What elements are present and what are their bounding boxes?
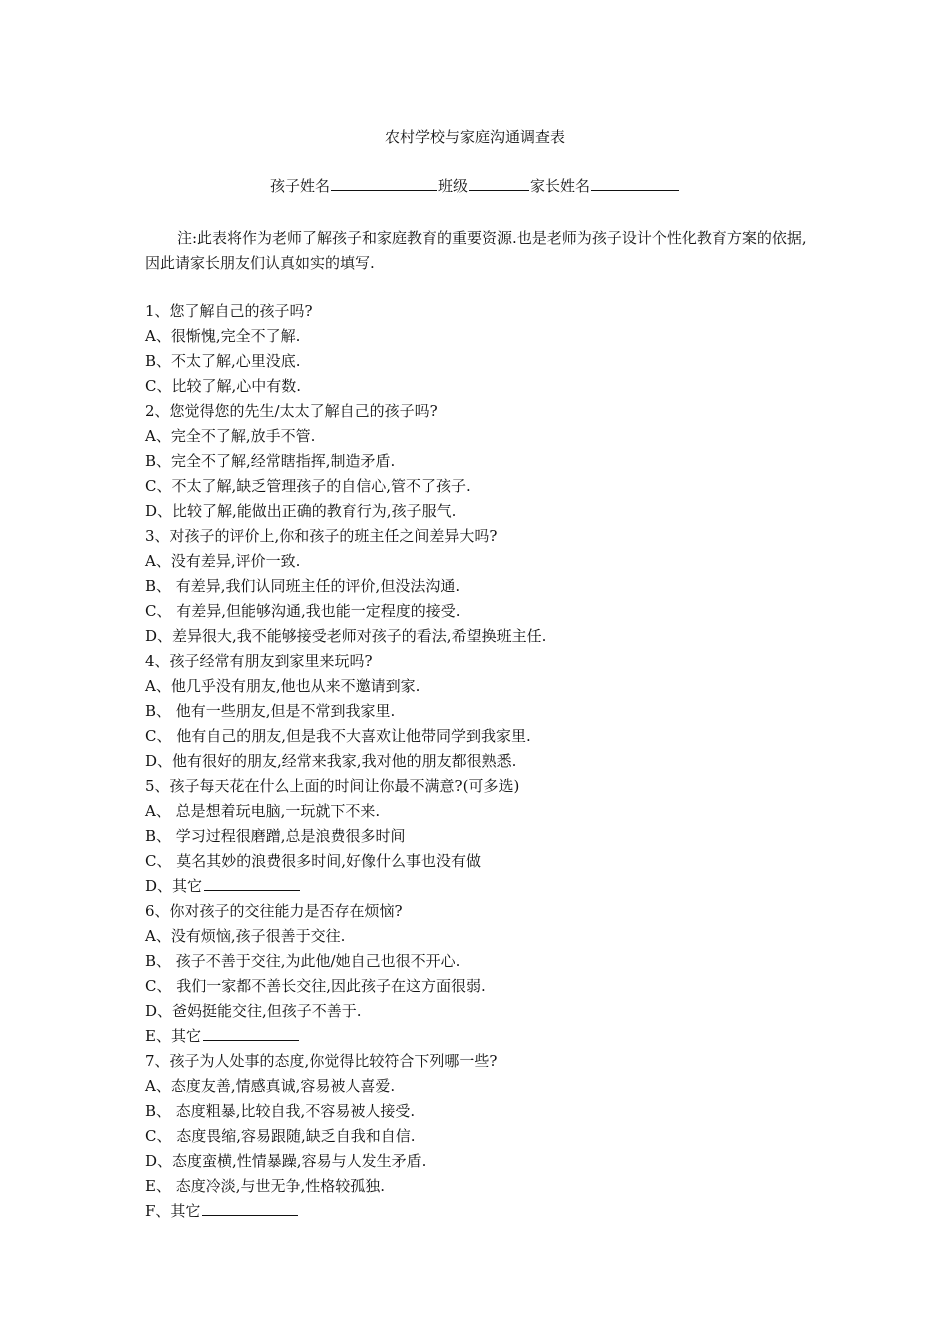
other-option[interactable] [145,874,815,899]
other-option-field[interactable] [203,1025,299,1041]
respondent-info-line [0,175,950,197]
question-text: 1、您了解自己的孩子吗? [145,302,313,320]
answer-option[interactable]: A、 总是想着玩电脑,一玩就下不来. [145,802,381,820]
answer-option[interactable]: B、 态度粗暴,比较自我,不容易被人接受. [145,1102,416,1120]
answer-option[interactable]: C、 我们一家都不善长交往,因此孩子在这方面很弱. [145,977,486,995]
other-option[interactable] [145,1024,815,1049]
class-label: 班级 [437,177,468,195]
answer-option[interactable]: A、他几乎没有朋友,他也从来不邀请到家. [145,677,421,695]
other-option-label: D、其它 [145,877,203,895]
answer-option[interactable]: B、完全不了解,经常瞎指挥,制造矛盾. [145,452,396,470]
question-list [145,299,815,1224]
answer-option[interactable]: B、 他有一些朋友,但是不常到我家里. [145,702,396,720]
other-option-label: F、其它 [145,1202,201,1220]
answer-option[interactable]: D、爸妈挺能交往,但孩子不善于. [145,1002,362,1020]
answer-option[interactable]: C、 莫名其妙的浪费很多时间,好像什么事也没有做 [145,852,482,870]
answer-option[interactable]: A、很惭愧,完全不了解. [145,327,301,345]
child-name-field[interactable] [331,175,437,191]
answer-option[interactable]: C、 态度畏缩,容易跟随,缺乏自我和自信. [145,1127,416,1145]
answer-option[interactable]: B、不太了解,心里没底. [145,352,301,370]
answer-option[interactable]: C、 他有自己的朋友,但是我不大喜欢让他带同学到我家里. [145,727,531,745]
question-text: 3、对孩子的评价上,你和孩子的班主任之间差异大吗? [145,527,498,545]
answer-option[interactable]: D、比较了解,能做出正确的教育行为,孩子服气. [145,502,457,520]
answer-option[interactable]: A、没有烦恼,孩子很善于交往. [145,927,346,945]
other-option-field[interactable] [202,1200,298,1216]
answer-option[interactable]: A、没有差异,评价一致. [145,552,301,570]
answer-option[interactable]: C、不太了解,缺乏管理孩子的自信心,管不了孩子. [145,477,471,495]
answer-option[interactable]: A、态度友善,情感真诚,容易被人喜爱. [145,1077,396,1095]
answer-option[interactable]: D、态度蛮横,性情暴躁,容易与人发生矛盾. [145,1152,427,1170]
answer-option[interactable]: D、差异很大,我不能够接受老师对孩子的看法,希望换班主任. [145,627,547,645]
answer-option[interactable]: A、完全不了解,放手不管. [145,427,316,445]
question-text: 4、孩子经常有朋友到家里来玩吗? [145,652,373,670]
question-text: 7、孩子为人处事的态度,你觉得比较符合下列哪一些? [145,1052,498,1070]
answer-option[interactable]: E、 态度冷淡,与世无争,性格较孤独. [145,1177,386,1195]
parent-name-field[interactable] [591,175,679,191]
answer-option[interactable]: C、 有差异,但能够沟通,我也能一定程度的接受. [145,602,461,620]
child-name-label: 孩子姓名 [269,177,330,195]
instruction-note: 注:此表将作为老师了解孩子和家庭教育的重要资源.也是老师为孩子设计个性化教育方案的依据,因此请家长朋友们认真如实的填写. [145,229,807,272]
question-text: 2、您觉得您的先生/太太了解自己的孩子吗? [145,402,438,420]
class-field[interactable] [469,175,529,191]
page-title: 农村学校与家庭沟通调查表 [384,128,565,146]
answer-option[interactable]: C、比较了解,心中有数. [145,377,302,395]
answer-option[interactable]: B、 有差异,我们认同班主任的评价,但没法沟通. [145,577,461,595]
other-option-field[interactable] [204,875,300,891]
other-option[interactable] [145,1199,815,1224]
answer-option[interactable]: D、他有很好的朋友,经常来我家,我对他的朋友都很熟悉. [145,752,517,770]
question-text: 5、孩子每天花在什么上面的时间让你最不满意?(可多选) [145,777,520,795]
answer-option[interactable]: B、 孩子不善于交往,为此他/她自己也很不开心. [145,952,461,970]
other-option-label: E、其它 [145,1027,201,1045]
parent-name-label: 家长姓名 [530,177,591,195]
answer-option[interactable]: B、 学习过程很磨蹭,总是浪费很多时间 [145,827,406,845]
question-text: 6、你对孩子的交往能力是否存在烦恼? [145,902,403,920]
